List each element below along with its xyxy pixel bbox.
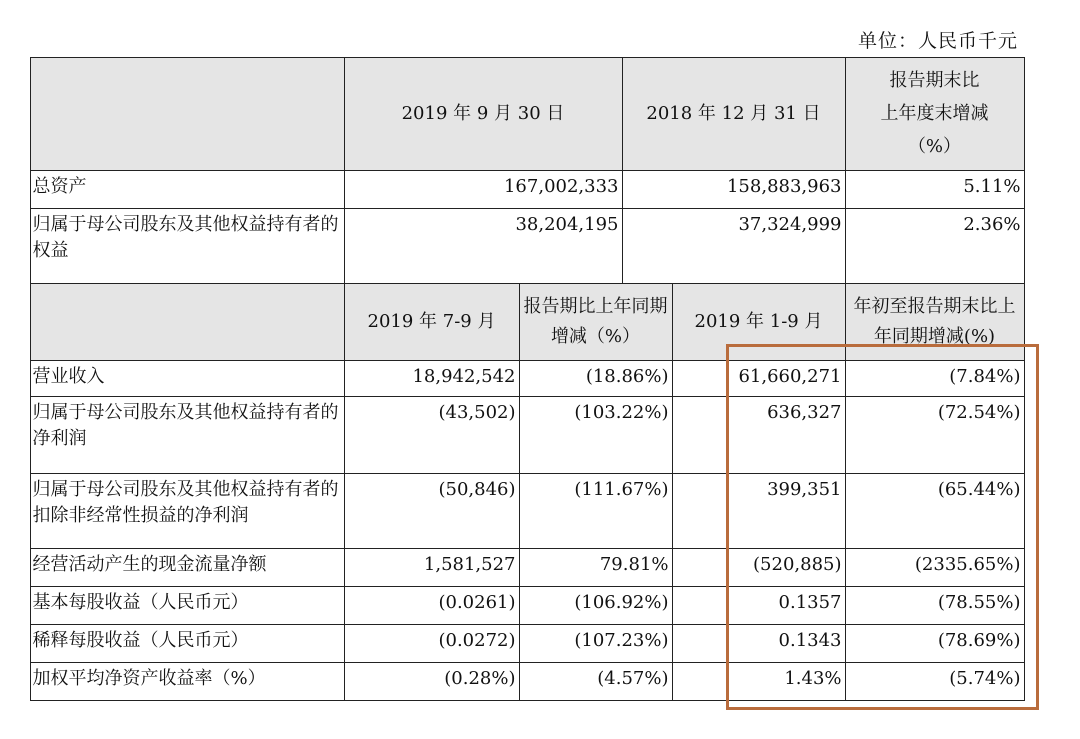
row-label: 归属于母公司股东及其他权益持有者的净利润 (30, 396, 345, 474)
row-value: (0.28%) (344, 662, 520, 701)
row-value: (5.74%) (845, 662, 1025, 701)
row-label: 经营活动产生的现金流量净额 (30, 548, 345, 587)
row-value: 2.36% (845, 208, 1025, 284)
row-label: 稀释每股收益（人民币元） (30, 624, 345, 663)
row-label: 归属于母公司股东及其他权益持有者的权益 (30, 208, 345, 284)
header2-col2: 报告期比上年同期增减（%） (519, 283, 673, 361)
row-label: 加权平均净资产收益率（%） (30, 662, 345, 701)
row-value: (0.0261) (344, 586, 520, 625)
row-value: (7.84%) (845, 360, 1025, 397)
row-value: 167,002,333 (344, 170, 623, 209)
row-value: (2335.65%) (845, 548, 1025, 587)
row-value: 399,351 (672, 473, 846, 549)
row-label: 营业收入 (30, 360, 345, 397)
row-value: 18,942,542 (344, 360, 520, 397)
header1-col3-line: 报告期末比 (889, 70, 980, 91)
row-value: 0.1357 (672, 586, 846, 625)
row-value: 158,883,963 (622, 170, 846, 209)
header1-col3 (845, 57, 1025, 171)
row-value: (4.57%) (519, 662, 673, 701)
row-value: (520,885) (672, 548, 846, 587)
row-value: (78.55%) (845, 586, 1025, 625)
row-value: 61,660,271 (672, 360, 846, 397)
row-value: (103.22%) (519, 396, 673, 474)
header2-col1: 2019 年 7-9 月 (344, 283, 520, 361)
row-value: (107.23%) (519, 624, 673, 663)
header2-col4: 年初至报告期末比上年同期增减(%) (845, 283, 1025, 361)
header1-corner (30, 57, 345, 171)
row-value: 1,581,527 (344, 548, 520, 587)
row-value: (50,846) (344, 473, 520, 549)
row-value: (106.92%) (519, 586, 673, 625)
header1-col3-line: 上年度末增减 (880, 103, 989, 124)
header2-corner (30, 283, 345, 361)
row-label: 归属于母公司股东及其他权益持有者的扣除非经常性损益的净利润 (30, 473, 345, 549)
row-value: 37,324,999 (622, 208, 846, 284)
row-value: (43,502) (344, 396, 520, 474)
row-value: 79.81% (519, 548, 673, 587)
row-label: 基本每股收益（人民币元） (30, 586, 345, 625)
row-value: 5.11% (845, 170, 1025, 209)
header1-col3-line: （%） (907, 136, 962, 157)
row-value: 1.43% (672, 662, 846, 701)
row-value: (111.67%) (519, 473, 673, 549)
row-value: 0.1343 (672, 624, 846, 663)
row-value: 636,327 (672, 396, 846, 474)
row-value: (0.0272) (344, 624, 520, 663)
row-value: (78.69%) (845, 624, 1025, 663)
row-value: (72.54%) (845, 396, 1025, 474)
header2-col3: 2019 年 1-9 月 (672, 283, 846, 361)
row-value: 38,204,195 (344, 208, 623, 284)
header1-col2: 2018 年 12 月 31 日 (622, 57, 846, 171)
unit-label: 单位：人民币千元 (857, 30, 1018, 52)
row-label: 总资产 (30, 170, 345, 209)
row-value: (18.86%) (519, 360, 673, 397)
row-value: (65.44%) (845, 473, 1025, 549)
header1-col1: 2019 年 9 月 30 日 (344, 57, 623, 171)
